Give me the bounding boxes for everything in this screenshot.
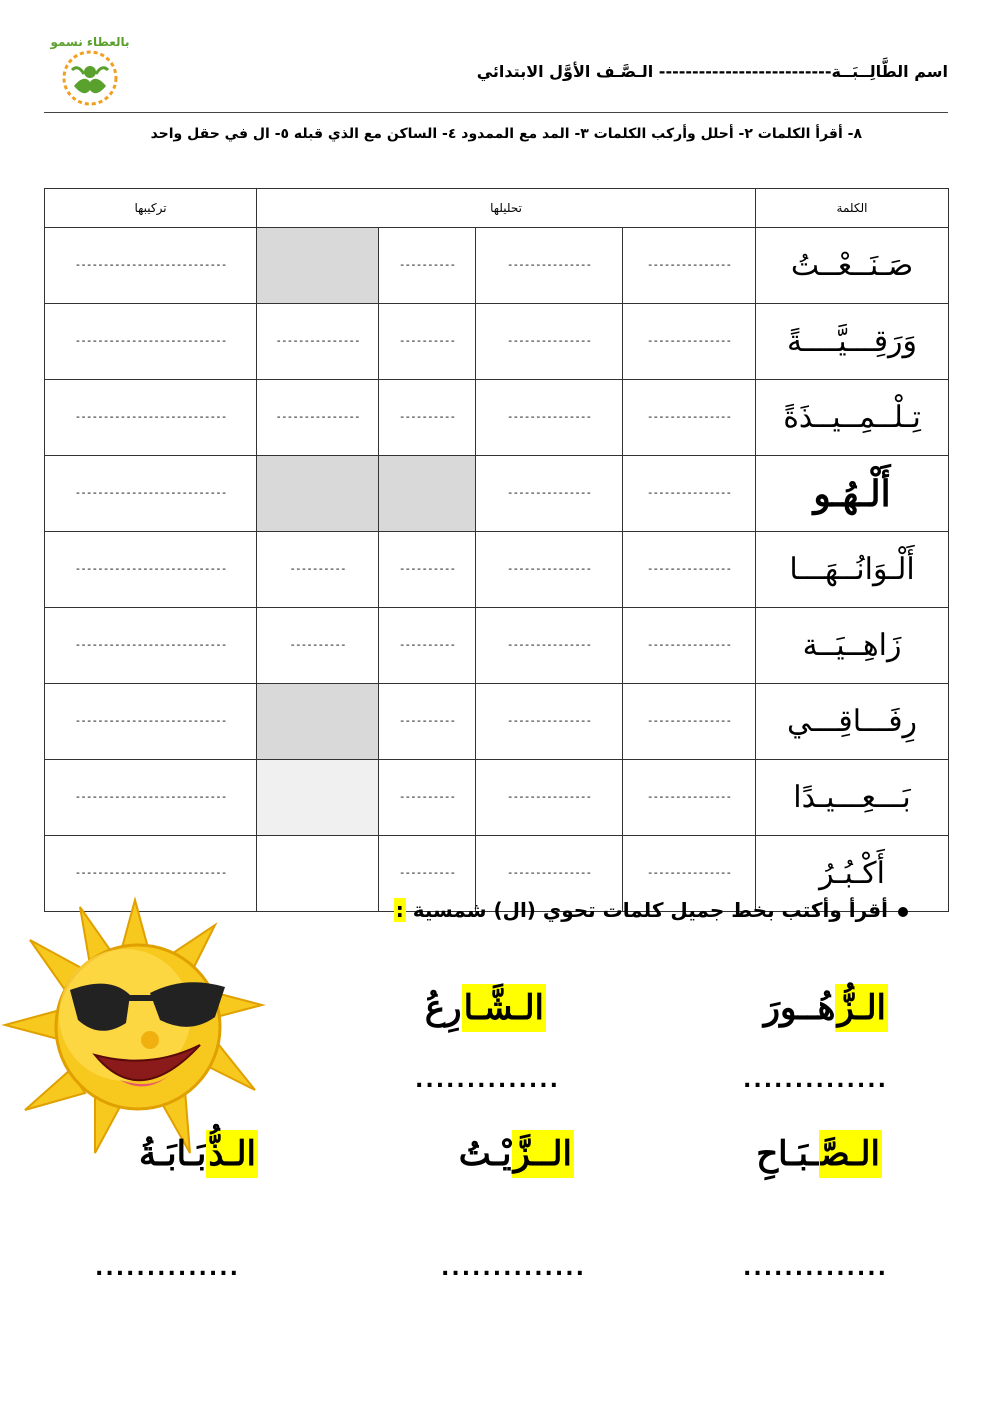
analysis-blank[interactable]: ---------------: [476, 836, 623, 912]
school-logo: [44, 24, 136, 116]
word-cell: زَاهِــيَــة: [756, 608, 949, 684]
word-cell: بَـــعِـــيـدًا: [756, 760, 949, 836]
table-row: [45, 304, 949, 380]
word-cell: تِـلْــمِــيــذَةً: [756, 380, 949, 456]
shaded-cell: [379, 456, 476, 532]
header-divider: [44, 112, 948, 113]
header-analysis: تحليلها: [257, 189, 756, 228]
analysis-blank[interactable]: ---------------: [623, 228, 756, 304]
analysis-blank[interactable]: ---------------: [257, 380, 379, 456]
synthesis-blank[interactable]: ---------------------------: [45, 456, 257, 532]
analysis-blank[interactable]: ---------------: [476, 760, 623, 836]
analysis-blank[interactable]: ---------------: [623, 836, 756, 912]
table-row: [45, 380, 949, 456]
table-row: [45, 760, 949, 836]
analysis-blank[interactable]: ----------: [379, 304, 476, 380]
analysis-blank[interactable]: ----------: [379, 608, 476, 684]
analysis-blank[interactable]: ---------------: [623, 380, 756, 456]
synthesis-blank[interactable]: ---------------------------: [45, 760, 257, 836]
analysis-blank[interactable]: ----------: [257, 608, 379, 684]
analysis-blank[interactable]: ----------: [257, 532, 379, 608]
sun-with-sunglasses-icon: [0, 895, 270, 1160]
analysis-blank[interactable]: ---------------: [257, 304, 379, 380]
logo-sun-icon: [64, 52, 116, 104]
writing-line[interactable]: ..............: [94, 1256, 240, 1281]
word-cell: صَـنَــعْــتُ: [756, 228, 949, 304]
analysis-blank[interactable]: ---------------: [623, 760, 756, 836]
word-cell: أَلْـوَانُــهَـــا: [756, 532, 949, 608]
synthesis-blank[interactable]: ---------------------------: [45, 228, 257, 304]
instructions: ٨- أقرأ الكلمات ٢- أحلل وأركب الكلمات ٣- المد مع الممدود ٤- الساكن مع الذي قبله ٥- ال في حقل واحد: [150, 126, 862, 142]
table-row: [45, 608, 949, 684]
analysis-blank[interactable]: ----------: [379, 760, 476, 836]
practice-word: الـذُّبَـابَـةُ: [139, 1134, 258, 1174]
analysis-blank[interactable]: ---------------: [623, 608, 756, 684]
table-row: [45, 456, 949, 532]
analysis-blank[interactable]: ----------: [379, 836, 476, 912]
synthesis-blank[interactable]: ---------------------------: [45, 836, 257, 912]
synthesis-blank[interactable]: ---------------------------: [45, 608, 257, 684]
shaded-cell: [257, 684, 379, 760]
grade-label: الـصَّـف الأوَّل الابتدائي: [476, 62, 654, 81]
analysis-blank[interactable]: ----------: [379, 684, 476, 760]
word-cell: أَلْـهُـو: [756, 456, 949, 532]
table-header-row: [45, 189, 949, 228]
task2-heading: [394, 898, 908, 922]
synthesis-blank[interactable]: ---------------------------: [45, 380, 257, 456]
task2-colon: :: [395, 898, 404, 922]
analysis-blank[interactable]: ---------------: [476, 304, 623, 380]
practice-word: الـصَّـبَـاحِ: [756, 1134, 882, 1174]
analysis-blank[interactable]: ---------------: [623, 304, 756, 380]
table-row: [45, 532, 949, 608]
word-cell: أَكْـبُـرُ: [756, 836, 949, 912]
analysis-blank[interactable]: ---------------: [623, 532, 756, 608]
table-row: [45, 684, 949, 760]
practice-word: الـزُّهُــورَ: [764, 988, 888, 1028]
analysis-blank[interactable]: ---------------: [476, 456, 623, 532]
writing-line[interactable]: ..............: [742, 1068, 888, 1093]
analysis-blank[interactable]: ----------: [379, 532, 476, 608]
header-synthesis: تركيبها: [45, 189, 257, 228]
analysis-blank[interactable]: ----------: [379, 228, 476, 304]
analysis-blank[interactable]: ---------------: [623, 456, 756, 532]
task2-text: أقرأ وأكتب بخط جميل كلمات تحوي (ال) شمسية: [412, 898, 888, 922]
analysis-blank[interactable]: ---------------: [476, 684, 623, 760]
writing-line[interactable]: ..............: [440, 1256, 586, 1281]
logo-text: بالعطاء نسمو: [50, 35, 130, 49]
analysis-blank[interactable]: ---------------: [476, 532, 623, 608]
word-analysis-table: [44, 188, 949, 912]
bullet-icon: [898, 907, 908, 917]
word-cell: وَرَقِـــيَّــــةً: [756, 304, 949, 380]
analysis-blank[interactable]: ---------------: [476, 380, 623, 456]
analysis-blank[interactable]: ---------------: [476, 608, 623, 684]
header-word: الكلمة: [756, 189, 949, 228]
analysis-blank[interactable]: ----------: [379, 380, 476, 456]
student-name-line[interactable]: --------------------------: [658, 62, 832, 81]
analysis-blank[interactable]: ---------------: [476, 228, 623, 304]
worksheet-header: [477, 62, 948, 81]
table-row: [45, 228, 949, 304]
synthesis-blank[interactable]: ---------------------------: [45, 304, 257, 380]
synthesis-blank[interactable]: ---------------------------: [45, 684, 257, 760]
synthesis-blank[interactable]: ---------------------------: [45, 532, 257, 608]
student-name-label: اسم الطَّالِــبَــة: [831, 62, 948, 81]
practice-word: الـشَّـارِعُ: [425, 988, 546, 1028]
shaded-cell: [257, 228, 379, 304]
writing-line[interactable]: ..............: [414, 1068, 560, 1093]
analysis-empty[interactable]: [257, 836, 379, 912]
writing-line[interactable]: ..............: [742, 1256, 888, 1281]
practice-word: الــزَّيْـتُ: [459, 1134, 574, 1174]
analysis-blank[interactable]: ---------------: [623, 684, 756, 760]
shaded-cell: [257, 760, 379, 836]
word-cell: رِفَـــاقِـــي: [756, 684, 949, 760]
shaded-cell: [257, 456, 379, 532]
